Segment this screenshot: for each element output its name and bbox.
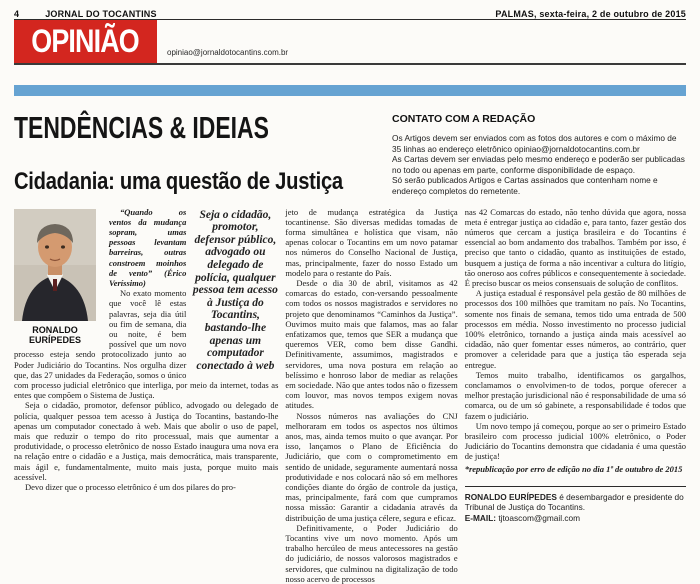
article-paragraph: Definitivamente, o Poder Judiciário do Tocantins vive um novo momento. Após um trabalho hercúleo de meus antecessores na gestão do judiciário, de nossos valorosos magistrados e servidores, que culminou na digitalização de todo nosso acervo de processos: [285, 522, 458, 584]
author-photo-block: [14, 209, 102, 345]
article-column-2: [285, 207, 457, 584]
page-masthead: [14, 0, 686, 20]
bio-email-label: E-MAIL:: [464, 512, 497, 523]
article-column-1: [14, 207, 278, 584]
bio-author-text: é desembargador e presidente do Tribunal de Justiça do Tocantins.: [464, 491, 684, 513]
article-title: Cidadania: uma questão de Justiça: [14, 168, 343, 195]
author-bio: [465, 486, 686, 523]
article-paragraph: Devo dizer que o processo eletrônico é um dos pilares do pro-: [25, 482, 236, 493]
masthead-dateline: PALMAS, sexta-feira, 2 de outubro de 2015: [495, 9, 686, 19]
section-header-row: [14, 111, 686, 197]
section-left: [14, 111, 386, 197]
author-photo: [14, 209, 96, 321]
section-name: OPINIÃO: [31, 23, 140, 59]
article-paragraph: No exato momento que você lê estas palavras, seja dia útil ou fim de semana, dia ou noite, é bem possível que um novo processo esteja sendo protocolizado junto ao Poder Judiciário do Tocantins. Nos orgulha dizer que, das 27 unidades da Federação, somos o único com processo judicial eletrônico que interliga, por meio da internet, todas as entes que compõem o Sistema de Justiça.: [14, 288, 279, 401]
bio-email-value: tjtoascom@gmail.com: [496, 512, 581, 523]
section-banner: [14, 20, 157, 63]
correction-note: *republicação por erro de edição no dia 1º de outubro de 2015: [464, 463, 683, 474]
article-column-3: [465, 207, 686, 584]
blue-divider-bar: [14, 85, 686, 96]
column-header: TENDÊNCIAS & IDEIAS: [14, 110, 269, 145]
newspaper-name: JORNAL DO TOCANTINS: [45, 9, 157, 19]
article-paragraph: A justiça estadual é responsável pela gestão de 80 milhões de processos dos 100 milhões que tramitam no país. No Tocantins, somente nos finais de semana, temos tido uma entrada de 500 processos em média. Nosso investimento no processo judicial 100% eletrônico, tornando a justiça ainda mais acessível ao cidadão, não quer fomentar esses números, ao contrário, quer promover a celeridade para que a justiça tão esperada seja entregue.: [464, 288, 686, 370]
page-number: 4: [14, 9, 20, 19]
article-paragraph: Nossos números nas avaliações do CNJ melhoraram em todos os aspectos nos últimos anos, mas, ainda temos muito o que avançar. Por isso, lançamos o Plano de Eficiência do Judiciário, que com o comprometimento em sentido de unidade, seguramente aumentará nossa produtividade e nos colocará não só em melhores condições diante do órgão de controle da justiça, mas, principalmente, fará com que cumpramos nossa missão: Garantir a cidadania através da distribuição de uma justiça célere, segura e eficaz.: [285, 410, 458, 523]
article-paragraph: nas 42 Comarcas do estado, não tenho dúvida que agora, nossa meta é entregar justiça ao cidadão e, para tanto, fazer gestão dos números que cercam a justiça brasileira e do Tocantins é essencial ao bom andamento dos trabalhos. Também por isso, é preciso que tanto o cidadão, quanto as instituições de estado, busquem a justiça de forma a não incentivar a cultura do litígio, tão oneroso aos cofres públicos e consequentemente à sociedade. É preciso buscar os meios consensuais de solução de conflitos.: [464, 206, 686, 288]
article-paragraph: Um novo tempo já começou, porque ao ser o primeiro Estado brasileiro com processo judicial 100% eletrônico, o Poder Judiciário do Tocantins demonstra que cidadania é uma questão de justiça!: [464, 420, 686, 462]
contact-box-title: CONTATO COM A REDAÇÃO: [392, 113, 536, 125]
section-email: opiniao@jornaldotocantins.com.br: [167, 48, 289, 57]
pull-quote: Seja o cidadão, promotor, defensor público, advogado ou delegado de polícia, qualquer pessoa tem acesso à Justiça do Tocantins, bastando-lhe apenas um computador conectado à web: [192, 208, 278, 372]
section-strip: [14, 20, 686, 65]
masthead-left: [14, 9, 157, 19]
bio-author-name: RONALDO EURÍPEDES: [464, 491, 557, 502]
author-caption: RONALDO EURÍPEDES: [28, 324, 81, 345]
contact-box: [386, 111, 686, 197]
article-paragraph: “Quando os ventos da mudança sopram, umas pessoas levantam barreiras, outras constroem moinhos de vento” (Érico Veríssimo): [109, 206, 187, 288]
article-body: [14, 207, 686, 584]
contact-line: As Cartas devem ser enviadas pelo mesmo endereço e poderão ser publicadas no todo ou apenas em parte, conforme disponibilidade de espaço.: [392, 154, 685, 175]
contact-line: Só serão publicados Artigos e Cartas assinados que contenham nome e endereço completos do remetente.: [392, 175, 658, 196]
article-paragraph: Desde o dia 30 de abril, visitamos as 42 comarcas do estado, con-versando pessoalmente com todos os nossos magistrados e servidores no projeto que denominamos “Caminhos da Justiça”. Ouvimos muito mais que falamos, mas ao falar enfatizamos que, temos que SER a mudança que queremos VER, como bem disse Gandhi. Definitivamente, assumimos, magistrados e servidores, uma nova postura em relação ao belíssimo e honroso labor de mediar as relações em sociedade. Não que antes todos não o fizessem com louvor, mas novos tempos exigem novas atitudes.: [285, 277, 458, 411]
article-paragraph: jeto de mudança estratégica da Justiça tocantinense. São diversas medidas tomadas de forma simultânea e holística que visam, não apenas colocar o Tocantins em um novo patamar nos números do Conselho Nacional de Justiça, mas, principalmente, fazer do nosso Estado um modelo para o restante do País.: [285, 206, 458, 278]
contact-line: Os Artigos devem ser enviados com as fotos dos autores e com o máximo de 35 linhas ao endereço eletrônico opiniao@jornaldotocantins.com.br: [392, 133, 677, 154]
article-paragraph: Temos muito trabalho, identificamos os gargalhos, conclamamos o envolvimen-to de todos, porque oferecer a melhor prestação jurisdicional não é responsabilidade de uma só comarca, ou de um só gabinete, a responsabilidade é todos que fazem o judiciário.: [464, 369, 686, 421]
article-paragraph: Seja o cidadão, promotor, defensor público, advogado ou delegado de polícia, qualquer pessoa tem acesso à Justiça do Tocantins, bastando-lhe apenas um computador conectado à web. Mais que abolir o uso de papel, mais que reduzir o tempo do rito processual, mais que aumentar a produtividade, o processo eletrônico de nosso Estado inaugura uma nova era na relação entre o cidadão e a Justiça, mais democrática, mais transparente, mais ágil e, fundamentalmente, muito mais justa, porque muito mais acessível.: [14, 400, 279, 482]
